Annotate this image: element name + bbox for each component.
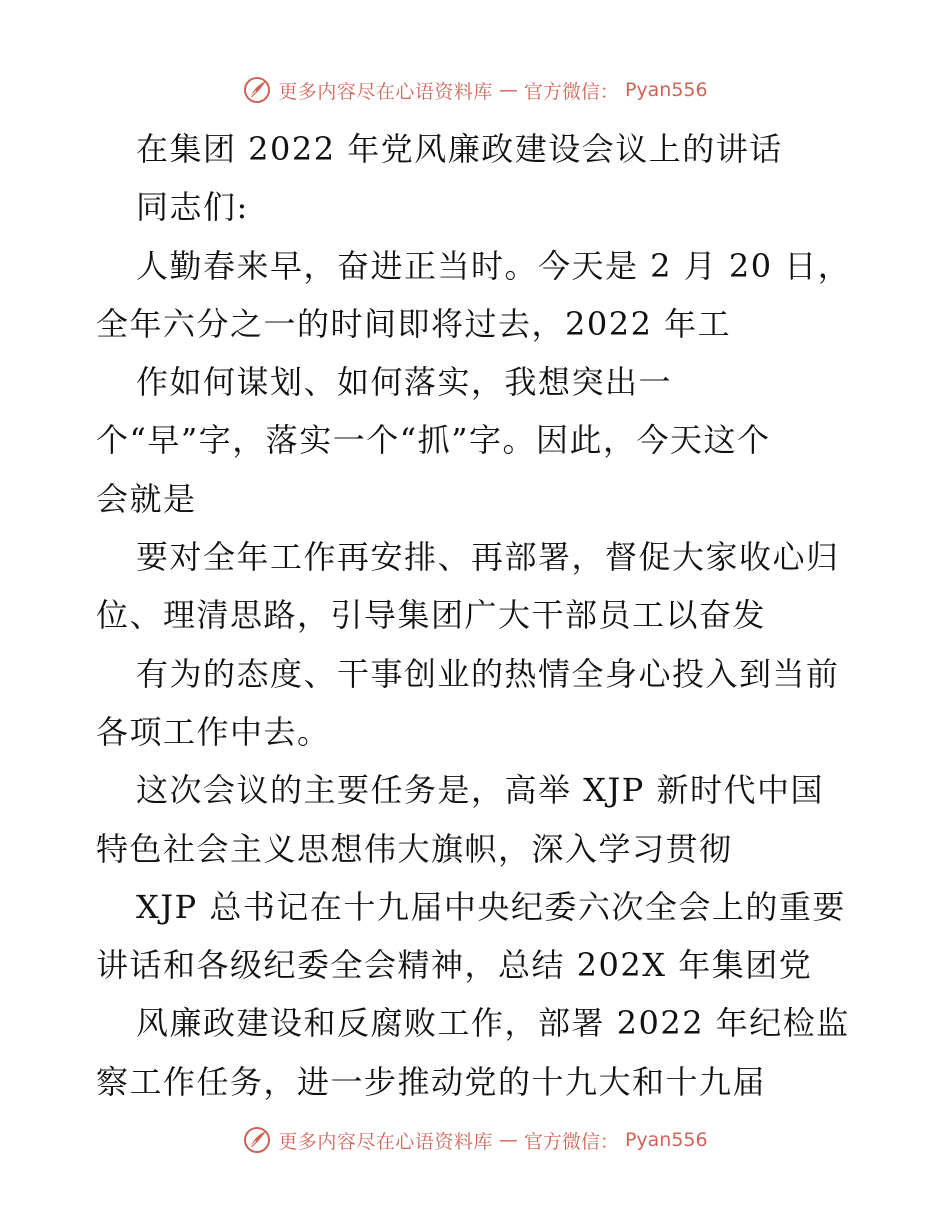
- watermark-text: 更多内容尽在心语资料库: [278, 1130, 493, 1153]
- watermark-id: Pyan556: [624, 1129, 708, 1151]
- feather-seal-icon: [242, 75, 272, 105]
- document-line: 位、理清思路，引导集团广大干部员工以奋发: [96, 596, 767, 635]
- document-line: 特色社会主义思想伟大旗帜，深入学习贯彻: [96, 829, 733, 868]
- document-line: 作如何谋划、如何落实，我想突出一: [136, 363, 673, 402]
- document-line: 个“早”字，落实一个“抓”字。因此，今天这个: [96, 421, 771, 460]
- watermark-label: 官方微信：: [523, 1130, 619, 1153]
- document-line: 讲话和各级纪委全会精神，总结 202X 年集团党: [96, 946, 813, 985]
- document-line: 会就是: [96, 479, 197, 518]
- watermark-id: Pyan556: [624, 79, 708, 101]
- document-line: 在集团 2022 年党风廉政建设会议上的讲话: [136, 130, 783, 168]
- document-line: 风廉政建设和反腐败工作，部署 2022 年纪检监: [136, 1004, 850, 1043]
- document-line: 有为的态度、干事创业的热情全身心投入到当前: [136, 654, 840, 693]
- document-line: 同志们:: [136, 188, 249, 227]
- document-line: 这次会议的主要任务是，高举 XJP 新时代中国: [136, 771, 824, 810]
- watermark-text: 更多内容尽在心语资料库: [278, 80, 493, 103]
- header-watermark: [0, 70, 950, 110]
- document-line: XJP 总书记在十九届中央纪委六次全会上的重要: [136, 887, 846, 926]
- watermark-label: 官方微信：: [523, 80, 619, 103]
- document-line: 察工作任务，进一步推动党的十九大和十九届: [96, 1062, 767, 1101]
- document-line: 全年六分之一的时间即将过去，2022 年工: [96, 304, 732, 343]
- watermark-dash: —: [498, 1129, 518, 1151]
- document-body: [96, 120, 856, 1111]
- document-line: 要对全年工作再安排、再部署，督促大家收心归: [136, 538, 840, 577]
- footer-watermark: [0, 1120, 950, 1160]
- document-line: 人勤春来早，奋进正当时。今天是 2 月 20 日，: [136, 246, 852, 285]
- watermark-dash: —: [498, 79, 518, 101]
- feather-seal-icon: [242, 1125, 272, 1155]
- document-line: 各项工作中去。: [96, 712, 331, 751]
